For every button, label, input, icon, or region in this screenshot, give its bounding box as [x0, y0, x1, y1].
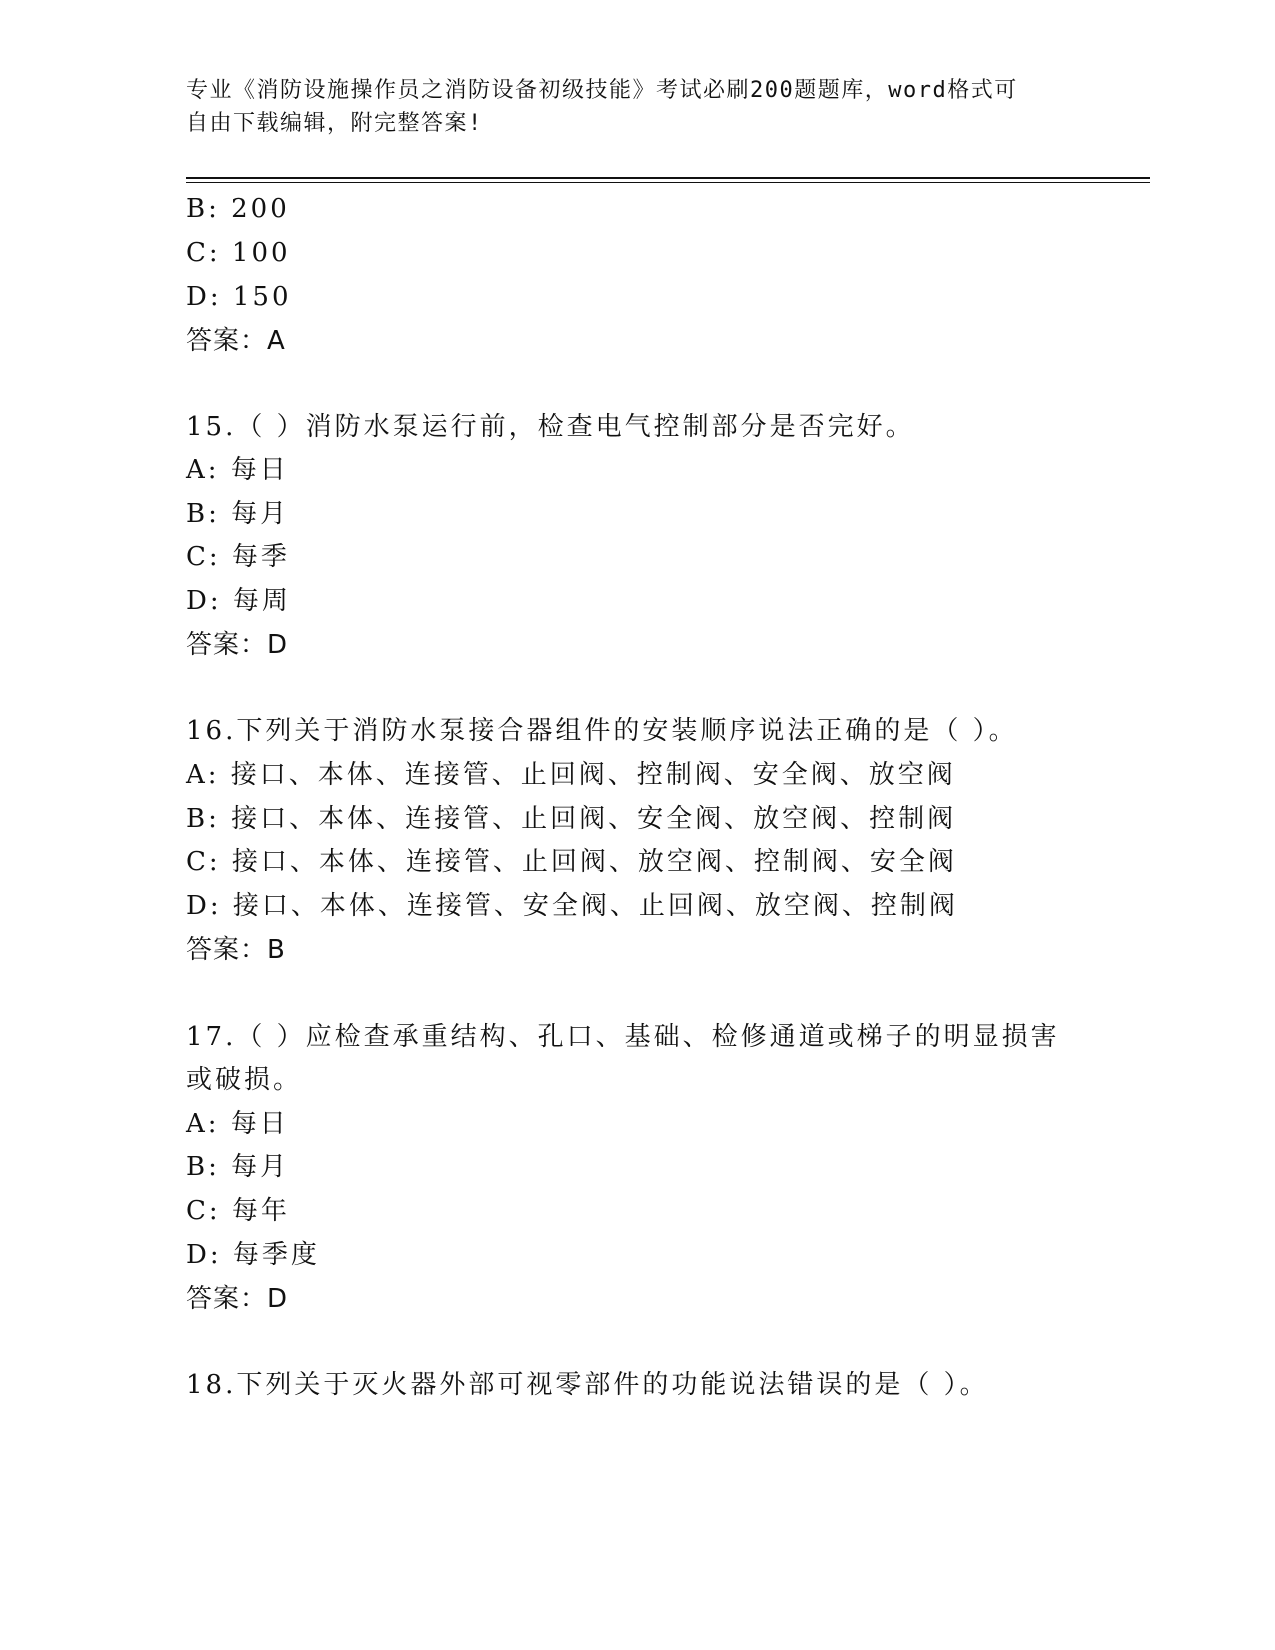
q15-option-a: A: 每日	[186, 455, 289, 485]
q15-question: 15.（ ）消防水泵运行前，检查电气控制部分是否完好。	[186, 412, 915, 442]
q17-answer: 答案：D	[186, 1284, 289, 1314]
q17-option-c: C: 每年	[186, 1196, 290, 1226]
q16-option-c: C: 接口、本体、连接管、止回阀、放空阀、控制阀、安全阀	[186, 847, 957, 877]
q14-answer: 答案：A	[186, 326, 286, 356]
header-divider-thick	[186, 177, 1150, 179]
q17-option-a: A: 每日	[186, 1109, 289, 1139]
q16-option-a: A: 接口、本体、连接管、止回阀、控制阀、安全阀、放空阀	[186, 760, 956, 790]
header-line-1: 专业《消防设施操作员之消防设备初级技能》考试必刷200题题库，word格式可	[186, 78, 1018, 103]
q17-question-line-1: 17.（ ）应检查承重结构、孔口、基础、检修通道或梯子的明显损害	[186, 1022, 1060, 1052]
q18-question: 18.下列关于灭火器外部可视零部件的功能说法错误的是（ ）。	[186, 1370, 989, 1400]
q17-option-d: D: 每季度	[186, 1240, 320, 1270]
page-header	[186, 74, 1086, 140]
q16-answer: 答案：B	[186, 935, 286, 965]
q16-option-b: B: 接口、本体、连接管、止回阀、安全阀、放空阀、控制阀	[186, 804, 957, 834]
q15-option-d: D: 每周	[186, 586, 291, 616]
q15-option-b: B: 每月	[186, 499, 290, 529]
q15-option-c: C: 每季	[186, 542, 290, 572]
q14-option-c: C: 100	[186, 238, 291, 268]
q16-option-d: D: 接口、本体、连接管、安全阀、止回阀、放空阀、控制阀	[186, 891, 958, 921]
q17-option-b: B: 每月	[186, 1152, 290, 1182]
q16-question: 16.下列关于消防水泵接合器组件的安装顺序说法正确的是（ ）。	[186, 716, 1018, 746]
q15-answer: 答案：D	[186, 630, 289, 660]
header-divider-thin	[186, 182, 1150, 183]
q17-question-line-2: 或破损。	[186, 1065, 303, 1095]
header-line-2: 自由下载编辑，附完整答案!	[186, 111, 483, 136]
q14-option-d: D: 150	[186, 282, 292, 312]
q14-option-b: B: 200	[186, 194, 290, 224]
